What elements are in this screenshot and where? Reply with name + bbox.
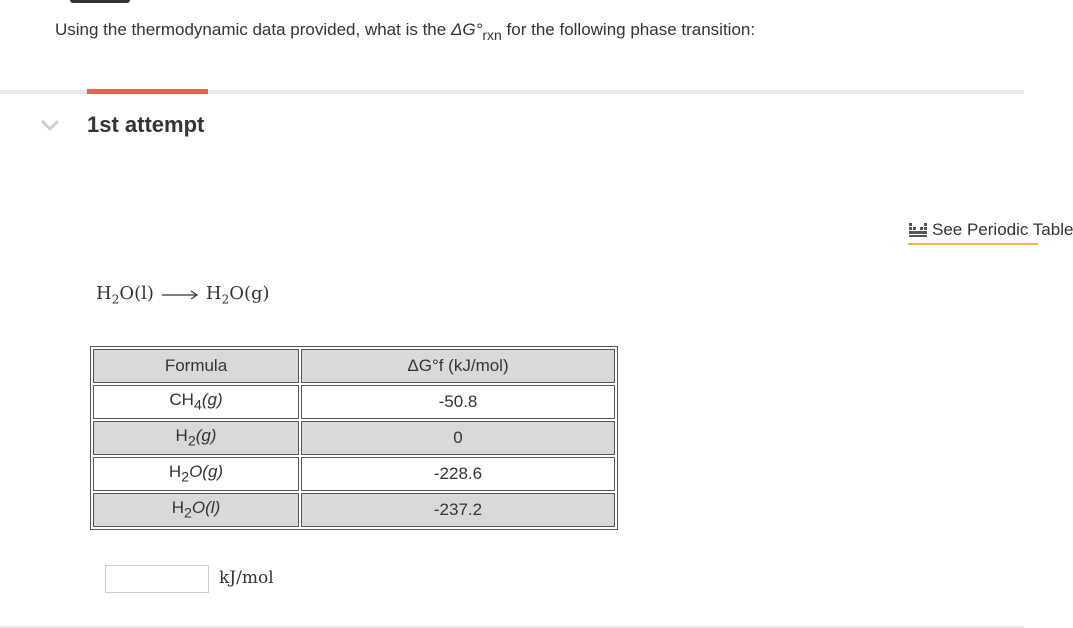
product: $H_2O(g)$ — [205, 283, 270, 307]
header-delta-gf: ΔG°f (kJ/mol) — [301, 349, 615, 383]
answer-unit: kJ/mol — [219, 568, 274, 588]
periodic-table-icon — [908, 221, 928, 239]
attempt-heading[interactable]: 1st attempt — [87, 112, 205, 137]
right-arrow-icon — [160, 289, 200, 301]
question-prefix: Using the thermodynamic data provided, what is the — [55, 20, 451, 39]
table-row — [93, 457, 615, 491]
table-header-row — [93, 349, 615, 383]
thermo-data-table — [90, 346, 618, 530]
table-row — [93, 493, 615, 527]
header-edge — [70, 0, 130, 3]
attempt-tab-indicator — [87, 89, 208, 94]
value-cell: -228.6 — [301, 457, 615, 491]
chevron-down-icon[interactable] — [40, 116, 60, 136]
answer-input[interactable] — [105, 565, 209, 593]
formula-cell: $H_2(g)$ — [93, 421, 299, 455]
periodic-table-label: See Periodic Table — [932, 220, 1073, 239]
reactant: $H_2O(l)$ — [96, 283, 154, 307]
value-cell: 0 — [301, 421, 615, 455]
value-cell: -50.8 — [301, 385, 615, 419]
question-text — [55, 20, 756, 43]
table-row — [93, 421, 615, 455]
value-cell: -237.2 — [301, 493, 615, 527]
delta-g-symbol: ΔG° — [450, 20, 483, 39]
formula-cell: $CH_4(g)$ — [93, 385, 299, 419]
periodic-table-link[interactable] — [908, 217, 1073, 245]
formula-cell: $H_2O(l)$ — [93, 493, 299, 527]
question-suffix: for the following phase transition: — [501, 20, 756, 39]
reaction-equation — [96, 283, 270, 307]
formula-cell: $H_2O(g)$ — [93, 457, 299, 491]
rxn-subscript: rxn — [482, 27, 502, 43]
header-formula: Formula — [93, 349, 299, 383]
table-row — [93, 385, 615, 419]
